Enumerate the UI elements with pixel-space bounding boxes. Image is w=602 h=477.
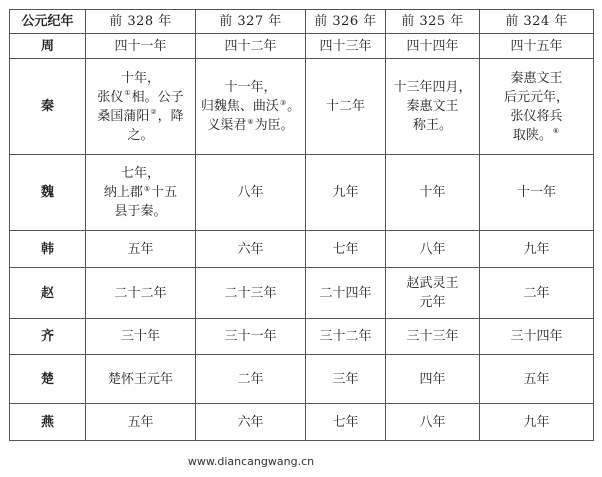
table-cell	[386, 59, 480, 155]
corner-header: 公元纪年	[10, 10, 86, 34]
state-name: 齐	[10, 319, 86, 355]
cell-line: 十年，	[120, 70, 160, 86]
table-row	[10, 319, 594, 355]
cell-line: 三十四年	[510, 329, 563, 344]
cell-line: 六年	[237, 414, 264, 430]
table-row	[10, 268, 594, 319]
table-row	[10, 155, 594, 231]
cell-line: 三十年	[120, 329, 160, 344]
table-cell	[86, 319, 196, 355]
cell-line: 三十三年	[406, 329, 459, 344]
state-name: 秦	[10, 59, 86, 155]
table-cell	[306, 355, 386, 404]
cell-line: 五年	[523, 371, 550, 387]
cell-line: 纳上郡⑤十五	[103, 184, 178, 200]
cell-line: 八年	[237, 185, 264, 200]
cell-line: 五年	[127, 414, 154, 430]
table-cell	[306, 268, 386, 319]
cell-line: 二十四年	[319, 285, 372, 301]
cell-line: 取陕。⑥	[512, 127, 560, 143]
cell-line: 九年	[523, 241, 550, 257]
table-row	[10, 355, 594, 404]
table-cell	[86, 355, 196, 404]
table-row	[10, 231, 594, 268]
cell-line: 七年，	[120, 166, 160, 181]
table-cell	[86, 404, 196, 441]
cell-line: 四十三年	[319, 38, 372, 54]
cell-line: 七年	[332, 414, 359, 430]
table-row	[10, 59, 594, 155]
table-cell	[306, 155, 386, 231]
table-row	[10, 404, 594, 441]
footnote-marker: ④	[247, 117, 254, 126]
table-cell	[386, 34, 480, 59]
cell-line: 四十一年	[114, 38, 167, 54]
table-cell	[196, 319, 306, 355]
table-cell	[86, 34, 196, 59]
cell-line: 赵武灵王	[406, 276, 459, 291]
year-header: 前 326 年	[306, 10, 386, 34]
cell-line: 元年	[419, 295, 446, 310]
cell-line: 六年	[237, 241, 264, 257]
cell-line: 秦惠文王	[510, 70, 563, 86]
cell-line: 四十五年	[510, 38, 563, 54]
cell-line: 七年	[332, 241, 359, 257]
header-row	[10, 10, 594, 34]
cell-line: 三十二年	[319, 329, 372, 344]
year-header: 前 325 年	[386, 10, 480, 34]
state-name: 楚	[10, 355, 86, 404]
cell-line: 九年	[523, 414, 550, 430]
cell-line: 三十一年	[224, 329, 277, 344]
cell-line: 八年	[419, 414, 446, 430]
footnote-marker: ①	[124, 89, 131, 98]
cell-line: 十二年	[325, 99, 365, 114]
cell-line: 八年	[419, 241, 446, 257]
cell-line: 二十三年	[224, 285, 277, 301]
state-name: 燕	[10, 404, 86, 441]
table-cell	[306, 319, 386, 355]
table-cell	[386, 319, 480, 355]
table-cell	[480, 34, 594, 59]
cell-line: 桑国蒲阳②，降之。	[97, 108, 184, 143]
cell-line: 二十二年	[114, 285, 167, 301]
table-cell	[306, 59, 386, 155]
table-body	[10, 34, 594, 441]
table-cell	[196, 34, 306, 59]
cell-line: 十三年四月，	[393, 80, 472, 95]
footer-url: www.diancangwang.cn	[187, 455, 315, 468]
cell-line: 九年	[332, 185, 359, 200]
table-cell	[480, 59, 594, 155]
year-header: 前 324 年	[480, 10, 594, 34]
cell-line: 二年	[237, 371, 264, 387]
cell-line: 后元元年，	[503, 89, 569, 105]
cell-line: 十一年	[516, 185, 556, 200]
table-row	[10, 34, 594, 59]
state-name: 赵	[10, 268, 86, 319]
table-cell	[480, 268, 594, 319]
cell-line: 称王。	[412, 118, 452, 133]
footnote-marker: ②	[150, 108, 157, 117]
table-cell	[196, 404, 306, 441]
table-cell	[196, 59, 306, 155]
footnote-marker: ⑥	[552, 127, 560, 136]
table-cell	[306, 231, 386, 268]
cell-line: 三年	[332, 371, 359, 387]
table-cell	[480, 355, 594, 404]
cell-line: 秦惠文王	[406, 99, 459, 114]
table-cell	[480, 155, 594, 231]
cell-line: 四十二年	[224, 38, 277, 54]
table-cell	[86, 268, 196, 319]
table-cell	[386, 268, 480, 319]
footnote-marker: ⑤	[143, 184, 151, 193]
table-cell	[196, 231, 306, 268]
cell-line: 张仪①相。公子	[97, 89, 184, 105]
cell-line: 十一年，	[224, 80, 277, 95]
cell-line: 县于秦。	[114, 204, 167, 219]
cell-line: 归魏焦、曲沃③。	[200, 98, 301, 114]
table-cell	[196, 268, 306, 319]
cell-line: 五年	[127, 241, 154, 257]
cell-line: 四年	[419, 371, 446, 387]
cell-line: 十年	[419, 185, 446, 200]
table-cell	[86, 59, 196, 155]
table-cell	[480, 319, 594, 355]
cell-line: 四十四年	[406, 38, 459, 54]
table-cell	[196, 155, 306, 231]
year-header: 前 328 年	[86, 10, 196, 34]
cell-line: 张仪将兵	[510, 108, 563, 124]
table-cell	[386, 231, 480, 268]
table-cell	[386, 355, 480, 404]
table-cell	[480, 404, 594, 441]
table-cell	[480, 231, 594, 268]
table-cell	[86, 231, 196, 268]
state-name: 魏	[10, 155, 86, 231]
state-name: 韩	[10, 231, 86, 268]
table-cell	[386, 155, 480, 231]
cell-line: 二年	[523, 285, 550, 301]
year-header: 前 327 年	[196, 10, 306, 34]
cell-line: 义渠君④为臣。	[207, 117, 294, 133]
chronology-table	[9, 9, 594, 441]
table-cell	[306, 34, 386, 59]
table-cell	[306, 404, 386, 441]
table-cell	[386, 404, 480, 441]
footnote-marker: ③	[279, 98, 287, 107]
cell-line: 楚怀王元年	[107, 371, 173, 387]
table-cell	[196, 355, 306, 404]
state-name: 周	[10, 34, 86, 59]
table-cell	[86, 155, 196, 231]
